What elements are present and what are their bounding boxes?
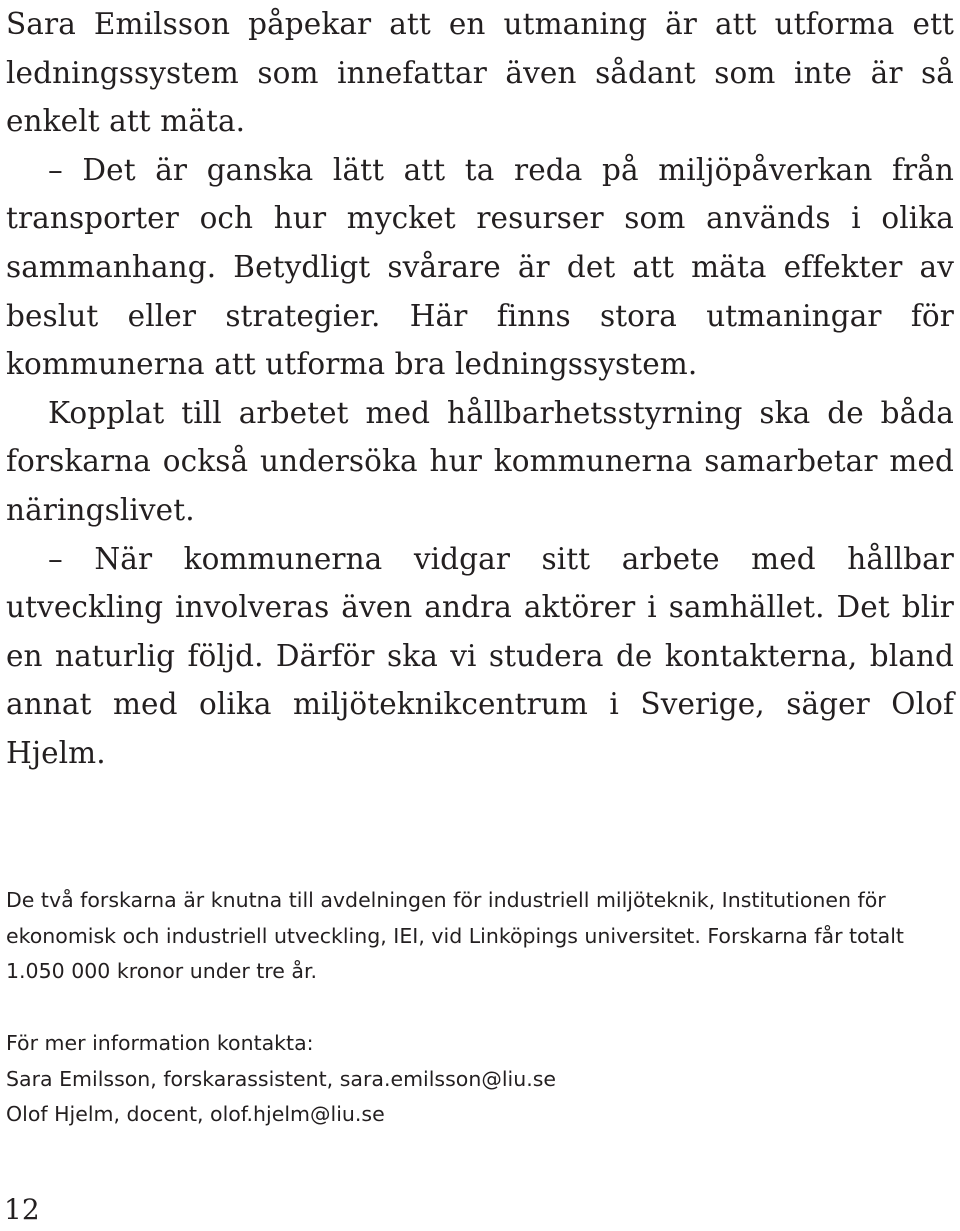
article-body [6, 0, 954, 778]
contact-line-olof: Olof Hjelm, docent, olof.hjelm@liu.se [6, 1102, 385, 1126]
paragraph-intro: Sara Emilsson påpekar att en utmaning är att utforma ett ledningssystem som innefattar även sådant som inte är så enkelt att mäta. [6, 7, 954, 139]
paragraph-quote-measurement: – Det är ganska lätt att ta reda på miljöpåverkan från transporter och hur mycket resurser som används i olika sammanhang. Betydligt svårare är det att mäta effekter av beslut eller strategier. Här finns stora utmaningar för kommunerna att utforma bra ledningssystem. [6, 152, 954, 382]
contact-line-sara: Sara Emilsson, forskarassistent, sara.emilsson@liu.se [6, 1066, 557, 1091]
research-info-text: De två forskarna är knutna till avdelningen för industriell miljöteknik, Institutionen för ekonomisk och industriell utveckling, IEI, vid Linköpings universitet. Forskarna får totalt 1.050 000 kronor under tre år. [6, 888, 904, 983]
paragraph-quote-actors: – När kommunerna vidgar sitt arbete med hållbar utveckling involveras även andra aktörer i samhället. Det blir en naturlig följd. Därför ska vi studera de kontakterna, bland annat med olika miljöteknikcentrum i Sverige, säger Olof Hjelm. [6, 541, 954, 770]
page-number: 12 [4, 1193, 40, 1226]
contact-heading: För mer information kontakta: [6, 1031, 314, 1055]
paragraph-business-collaboration: Kopplat till arbetet med hållbarhetsstyrning ska de båda forskarna också undersöka hur kommunerna samarbetar med näringslivet. [6, 395, 954, 527]
research-info-box [6, 883, 946, 990]
contact-info [6, 1026, 946, 1133]
